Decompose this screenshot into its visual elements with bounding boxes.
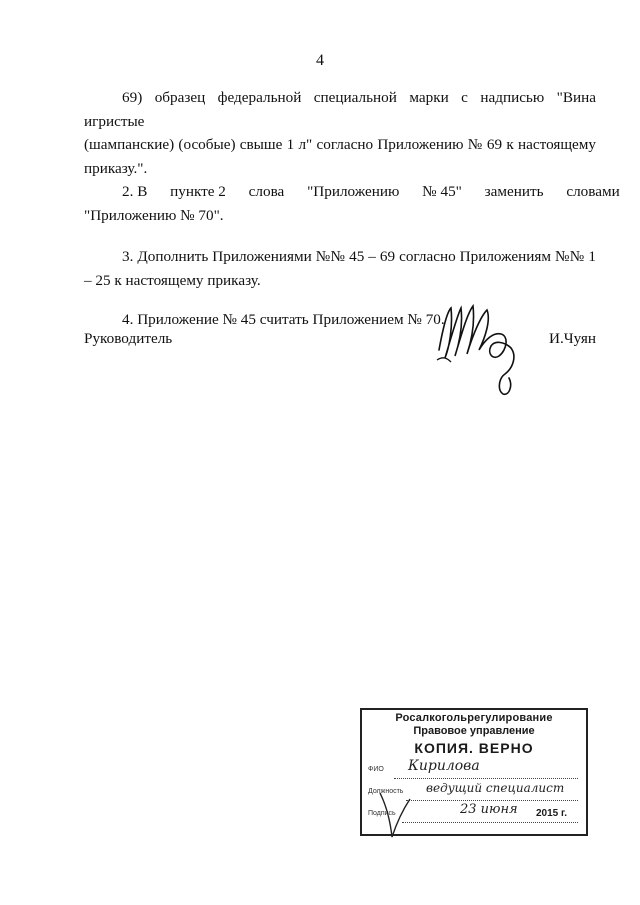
text-line: (шампанские) (особые) свыше 1 л" согласно Приложению № 69 к настоящему bbox=[84, 136, 596, 153]
text-line: 69) образец федеральной специальной марки с надписью "Вина игристые bbox=[84, 89, 596, 130]
text-line: 2. В пункте 2 слова "Приложению № 45" заменить словами bbox=[122, 183, 620, 200]
stamp-year: 2015 г. bbox=[536, 808, 567, 819]
stamp-label-name: ФИО bbox=[368, 766, 384, 773]
text-line: 3. Дополнить Приложениями №№ 45 – 69 согласно Приложениям №№ 1 bbox=[122, 248, 596, 265]
text-line: "Приложению № 70". bbox=[84, 206, 224, 224]
stamp-label-signature: Подпись bbox=[368, 810, 396, 817]
stamp-handwritten-date: 23 июня bbox=[460, 802, 518, 817]
stamp-handwritten-name: Кирилова bbox=[408, 758, 480, 774]
stamp-title: КОПИЯ. ВЕРНО bbox=[414, 740, 534, 756]
stamp-department: Правовое управление bbox=[413, 725, 535, 737]
signer-role: Руководитель bbox=[84, 330, 173, 347]
stamp-handwritten-position: ведущий специалист bbox=[426, 781, 565, 795]
text-line: 4. Приложение № 45 считать Приложением № 70. bbox=[122, 311, 445, 328]
paragraph-item-69 bbox=[84, 86, 596, 180]
signer-name: И.Чуян bbox=[549, 330, 596, 347]
stamp-check-mark bbox=[374, 785, 414, 845]
paragraph-clause-3 bbox=[84, 245, 596, 292]
paragraph-clause-2 bbox=[84, 180, 620, 227]
text-line: – 25 к настоящему приказу. bbox=[84, 271, 261, 289]
document-body bbox=[84, 86, 620, 332]
text-line: приказу.". bbox=[84, 159, 148, 177]
stamp-organization: Росалкогольрегулирование bbox=[395, 712, 553, 724]
handwritten-signature bbox=[433, 298, 525, 398]
stamp-label-position: Должность bbox=[368, 788, 404, 795]
page-number: 4 bbox=[316, 52, 324, 69]
